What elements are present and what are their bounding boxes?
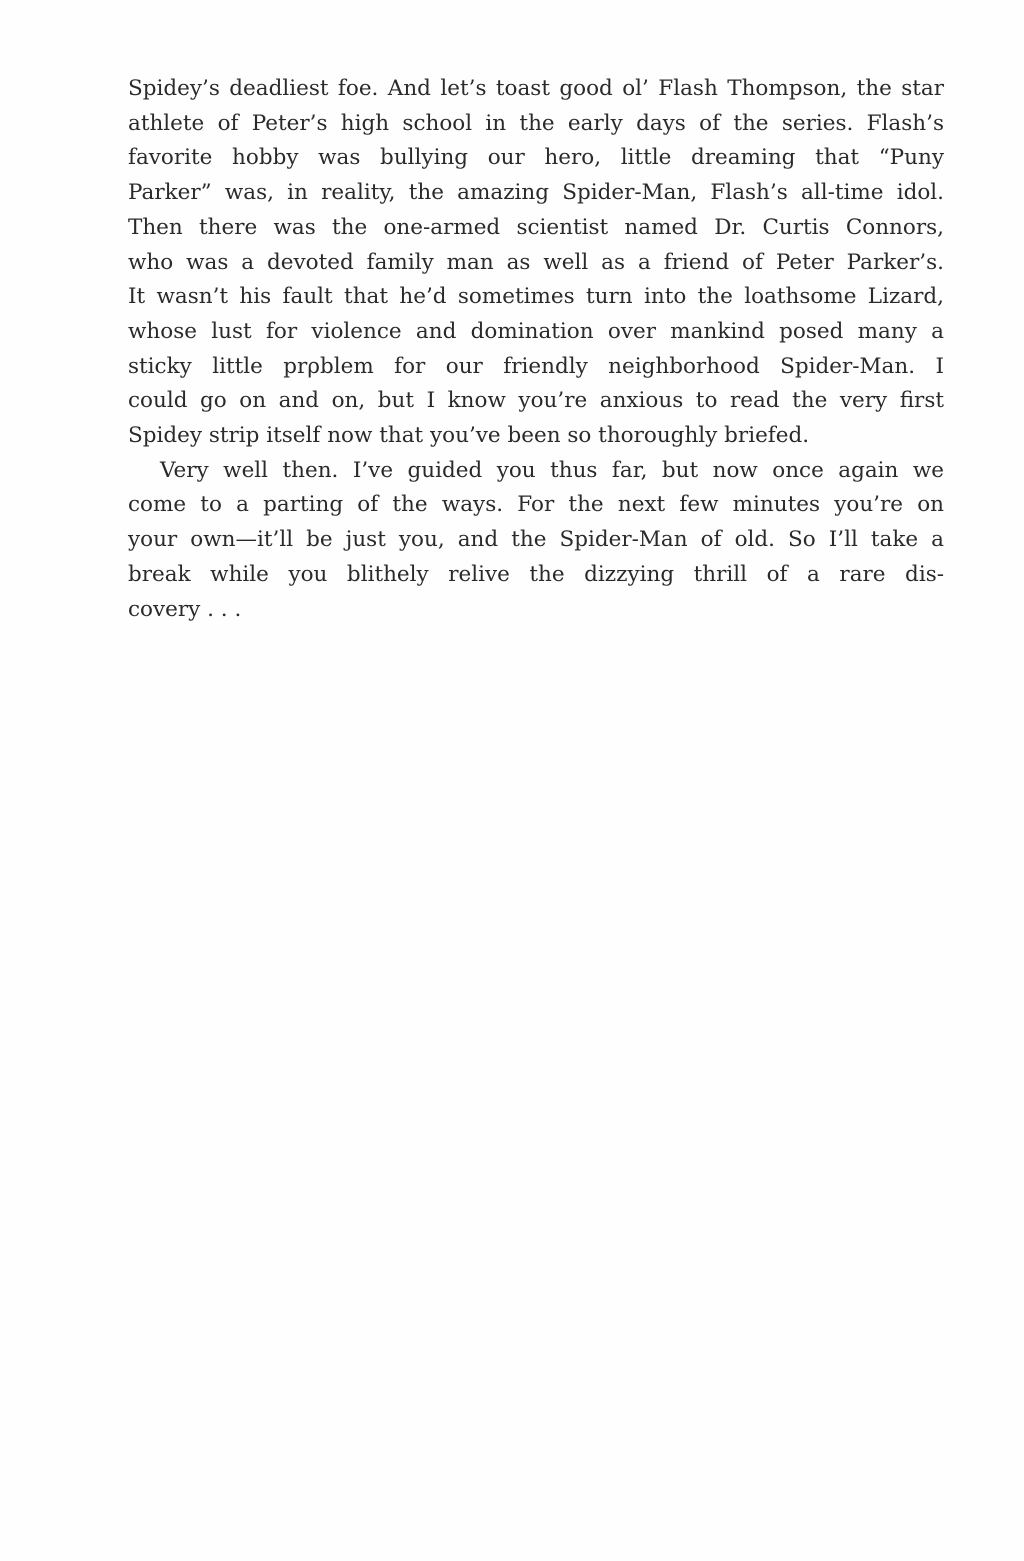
text-line: your own—it’ll be just you, and the Spider-Man of old. So I’ll take a <box>128 527 944 553</box>
body-text <box>128 72 944 627</box>
text-line: break while you blithely relive the dizzying thrill of a rare dis- <box>128 561 944 587</box>
text-line: Very well then. I’ve guided you thus far, but now once again we <box>160 457 944 483</box>
text-line: come to a parting of the ways. For the next few minutes you’re on <box>128 492 944 518</box>
text-line: who was a devoted family man as well as a friend of Peter Parker’s. <box>128 249 944 275</box>
text-line: favorite hobby was bullying our hero, little dreaming that “Puny <box>128 145 944 171</box>
text-line: It wasn’t his fault that he’d sometimes turn into the loathsome Lizard, <box>128 284 944 310</box>
paragraph-2 <box>128 454 944 628</box>
paragraph-1 <box>128 72 944 454</box>
text-line: whose lust for violence and domination over mankind posed many a <box>128 318 944 344</box>
text-line: athlete of Peter’s high school in the early days of the series. Flash’s <box>128 110 944 136</box>
text-line: Parker” was, in reality, the amazing Spider-Man, Flash’s all-time idol. <box>128 180 944 206</box>
text-line: sticky little prρblem for our friendly neighborhood Spider-Man. I <box>128 353 944 379</box>
text-line: Spidey’s deadliest foe. And let’s toast good ol’ Flash Thompson, the star <box>128 76 944 101</box>
text-line: covery . . . <box>128 596 242 622</box>
text-line: could go on and on, but I know you’re anxious to read the very first <box>128 388 944 414</box>
text-line: Then there was the one-armed scientist named Dr. Curtis Connors, <box>128 214 944 240</box>
text-line: Spidey strip itself now that you’ve been so thoroughly briefed. <box>128 423 810 449</box>
